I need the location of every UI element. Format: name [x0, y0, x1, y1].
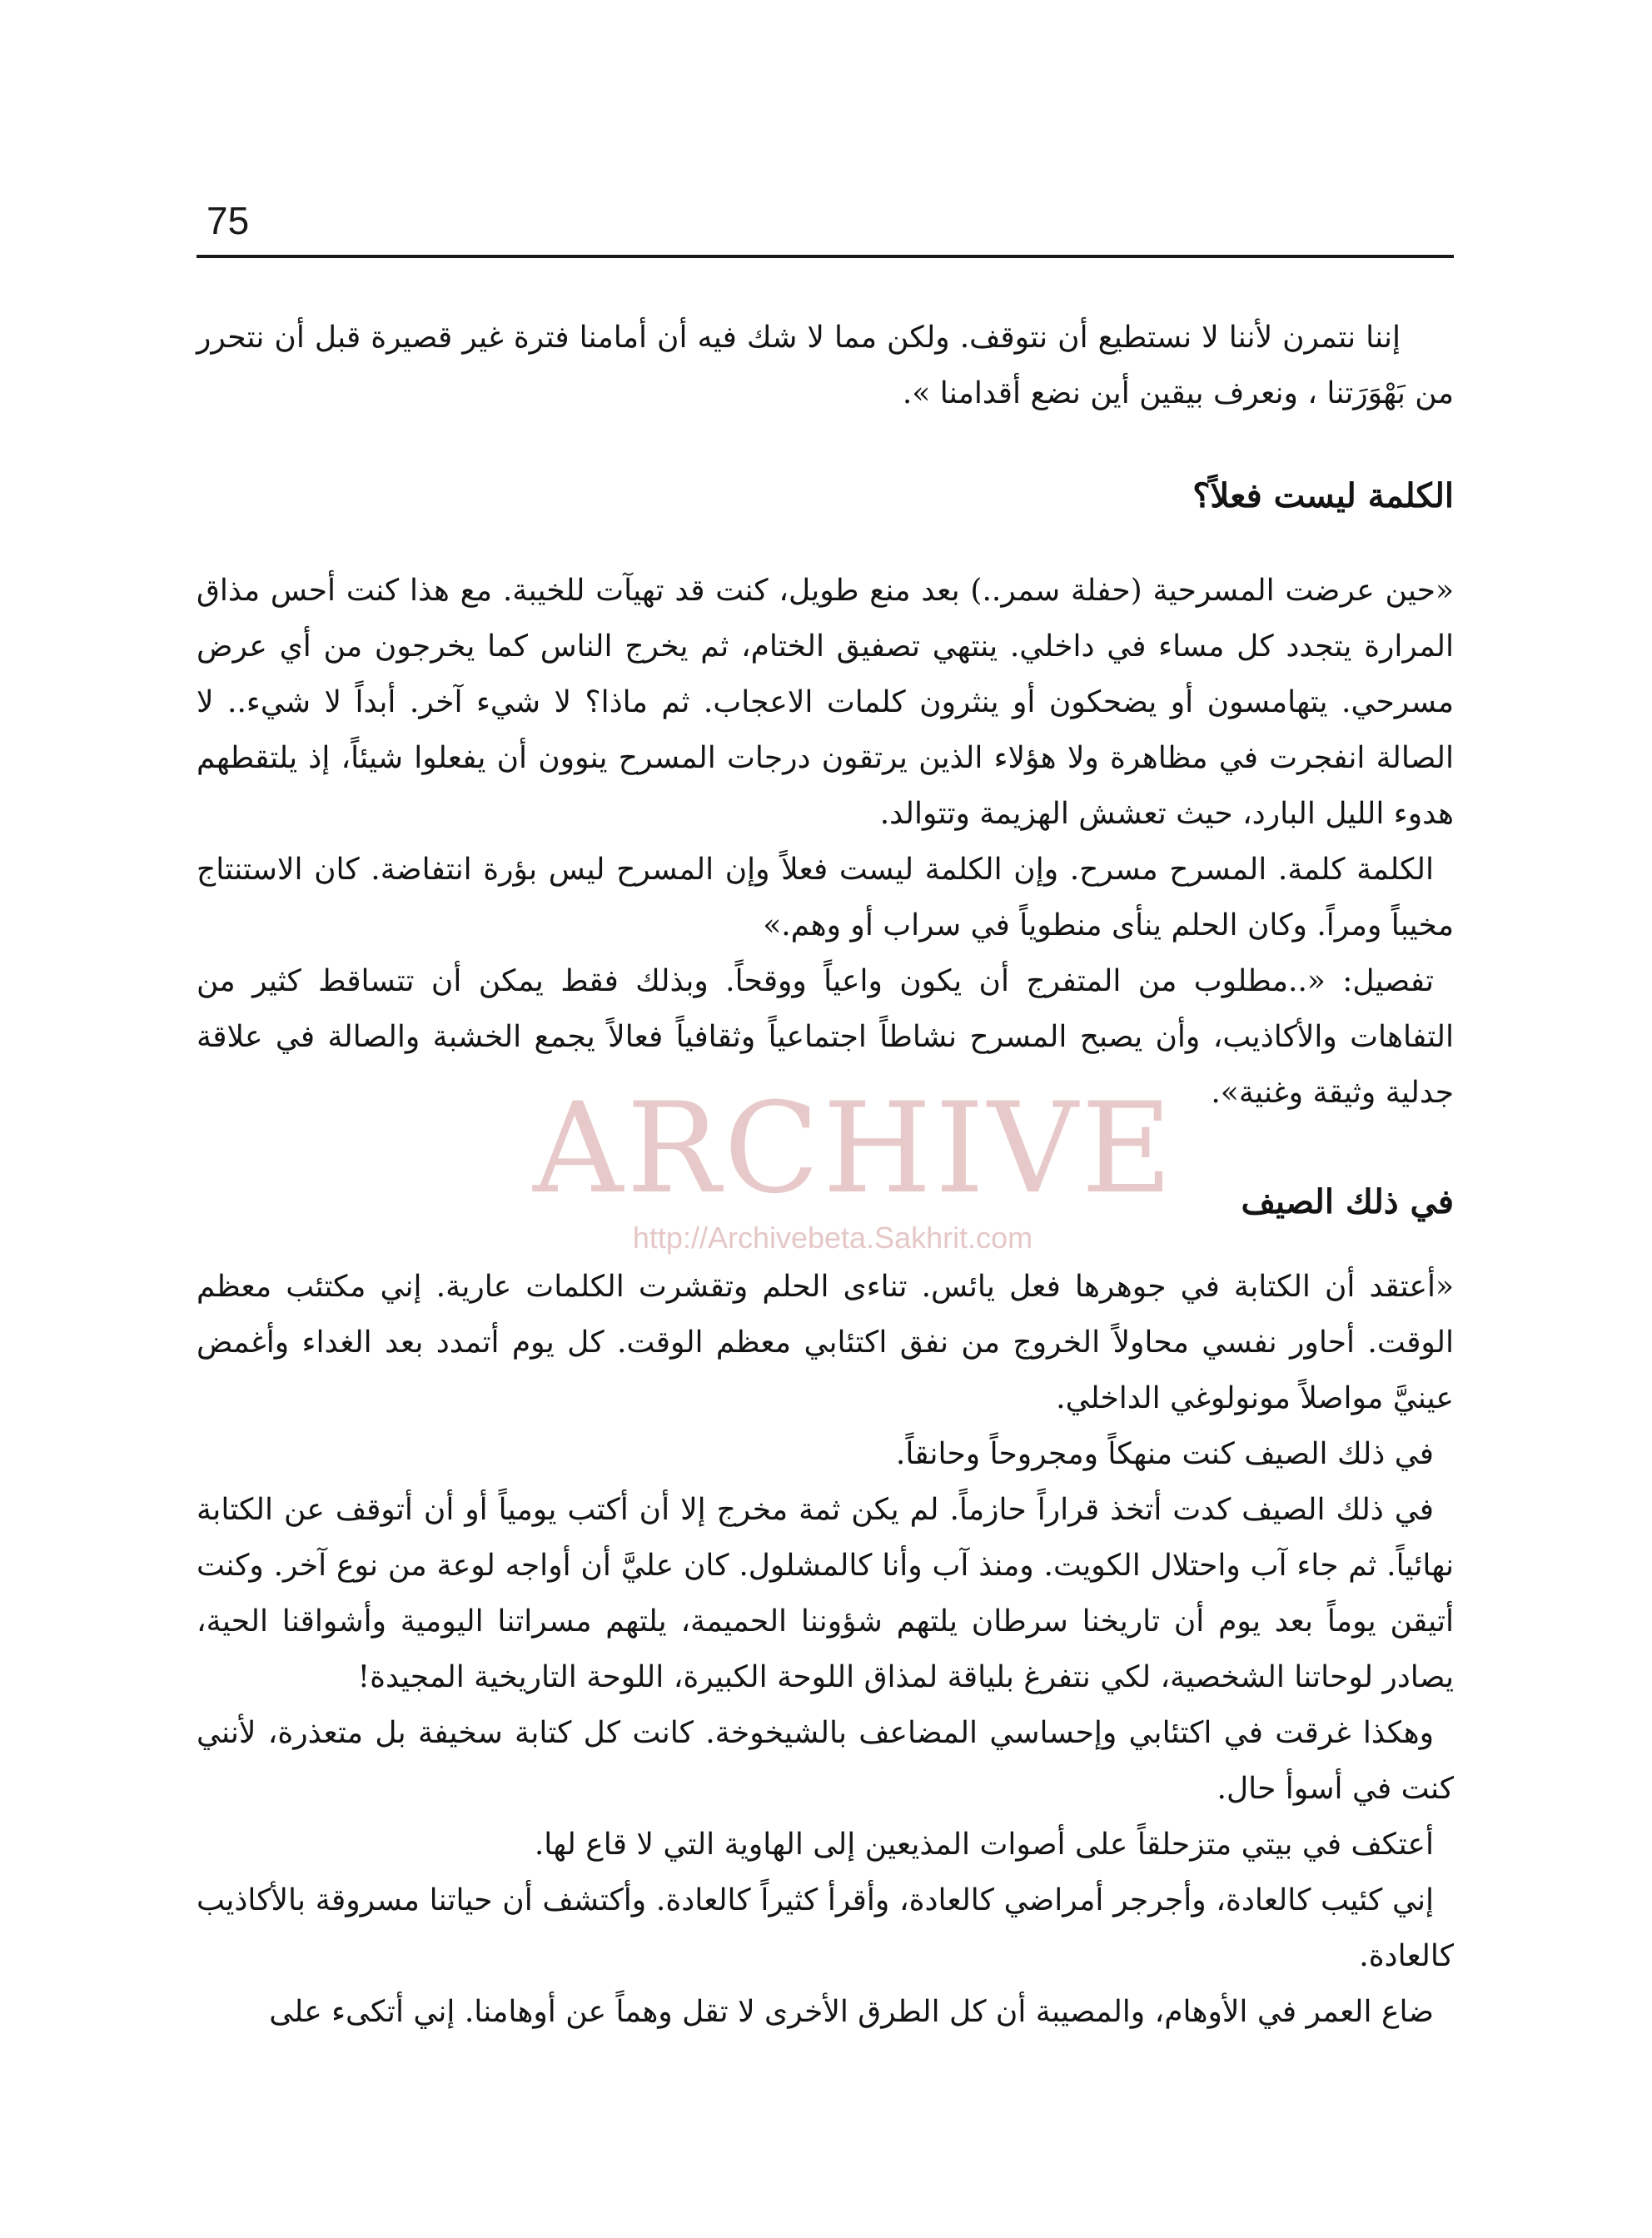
- section1-paragraph-3: تفصيل: «..مطلوب من المتفرج أن يكون واعياً ووقحاً. وبذلك فقط يمكن أن تتساقط كثير من التفاهات والأكاذيب، وأن يصبح المسرح نشاطاً اجتماعياً وثقافياً فعالاً يجمع الخشبة والصالة في علاقة جدلية وثيقة وغنية».: [197, 964, 1454, 1110]
- section2-paragraph-6: إني كئيب كالعادة، وأجرجر أمراضي كالعادة، وأقرأ كثيراً كالعادة. وأكتشف أن حياتنا مسروقة بالأكاذيب كالعادة.: [197, 1883, 1454, 1973]
- watermark-title: ARCHIVE: [533, 1077, 1176, 1221]
- section1-paragraph-2: الكلمة كلمة. المسرح مسرح. وإن الكلمة ليست فعلاً وإن المسرح ليس بؤرة انتفاضة. كان الاستنتاج مخيباً ومراً. وكان الحلم ينأى منطوياً في سراب أو وهم.»: [197, 853, 1454, 942]
- section2-paragraph-4: وهكذا غرقت في اكتئابي وإحساسي المضاعف بالشيخوخة. كانت كل كتابة سخيفة بل متعذرة، لأنني كنت في أسوأ حال.: [197, 1716, 1454, 1806]
- section-heading-2: في ذلك الصيف: [1241, 1182, 1454, 1221]
- section2-body: [197, 1259, 1454, 2040]
- section2-paragraph-7: ضاع العمر في الأوهام، والمصيبة أن كل الطرق الأخرى لا تقل وهماً عن أوهامنا. إني أتكىء على: [269, 1995, 1434, 2029]
- intro-paragraph: إننا نتمرن لأننا لا نستطيع أن نتوقف. ولكن مما لا شك فيه أن أمامنا فترة غير قصيرة قبل أن نتحرر من بَهْوَرَتنا ، ونعرف بيقين أين نضع أقدامنا ».: [197, 321, 1454, 410]
- section1-paragraph-1: «حين عرضت المسرحية (حفلة سمر..) بعد منع طويل، كنت قد تهيآت للخيبة. مع هذا كنت أحس مذاق المرارة يتجدد كل مساء في داخلي. ينتهي تصفيق الختام، ثم يخرج الناس كما يخرجون من أي عرض مسرحي. يتهامسون أو يضحكون أو ينثرون كلمات الاعجاب. ثم ماذا؟ لا شيء آخر. أبداً لا شيء.. لا الصالة انفجرت في مظاهرة ولا هؤلاء الذين يرتقون درجات المسرح ينوون أن يفعلوا شيئاً، إذ يلتقطهم هدوء الليل البارد، حيث تعشش الهزيمة وتتوالد.: [197, 574, 1454, 831]
- header-rule: [197, 255, 1454, 258]
- section2-paragraph-3: في ذلك الصيف كدت أتخذ قراراً حازماً. لم يكن ثمة مخرج إلا أن أكتب يومياً أو أن أتوقف عن الكتابة نهائياً. ثم جاء آب واحتلال الكويت. ومنذ آب وأنا كالمشلول. كان عليَّ أن أواجه لوعة من نوع آخر. وكنت أتيقن يوماً بعد يوم أن تاريخنا سرطان يلتهم شؤوننا الحميمة، يلتهم مسراتنا اليومية وأشواقنا الحية، يصادر لوحاتنا الشخصية، لكي نتفرغ بلياقة لمذاق اللوحة الكبيرة، اللوحة التاريخية المجيدة!: [197, 1493, 1455, 1694]
- section1-body: [197, 563, 1454, 1121]
- intro-block: [197, 310, 1454, 421]
- watermark-url: http://Archivebeta.Sakhrit.com: [632, 1221, 1033, 1255]
- section-heading-1: الكلمة ليست فعلاً؟: [1192, 476, 1454, 515]
- page-number: 75: [206, 199, 250, 242]
- section2-paragraph-2: في ذلك الصيف كنت منهكاً ومجروحاً وحانقاً.: [895, 1437, 1434, 1471]
- section2-paragraph-1: «أعتقد أن الكتابة في جوهرها فعل يائس. تناءى الحلم وتقشرت الكلمات عارية. إني مكتئب معظم الوقت. أحاور نفسي محاولاً الخروج من نفق اكتئابي معظم الوقت. كل يوم أتمدد بعد الغداء وأغمض عينيَّ مواصلاً مونولوغي الداخلي.: [197, 1270, 1454, 1415]
- section2-paragraph-5: أعتكف في بيتي متزحلقاً على أصوات المذيعين إلى الهاوية التي لا قاع لها.: [534, 1828, 1434, 1862]
